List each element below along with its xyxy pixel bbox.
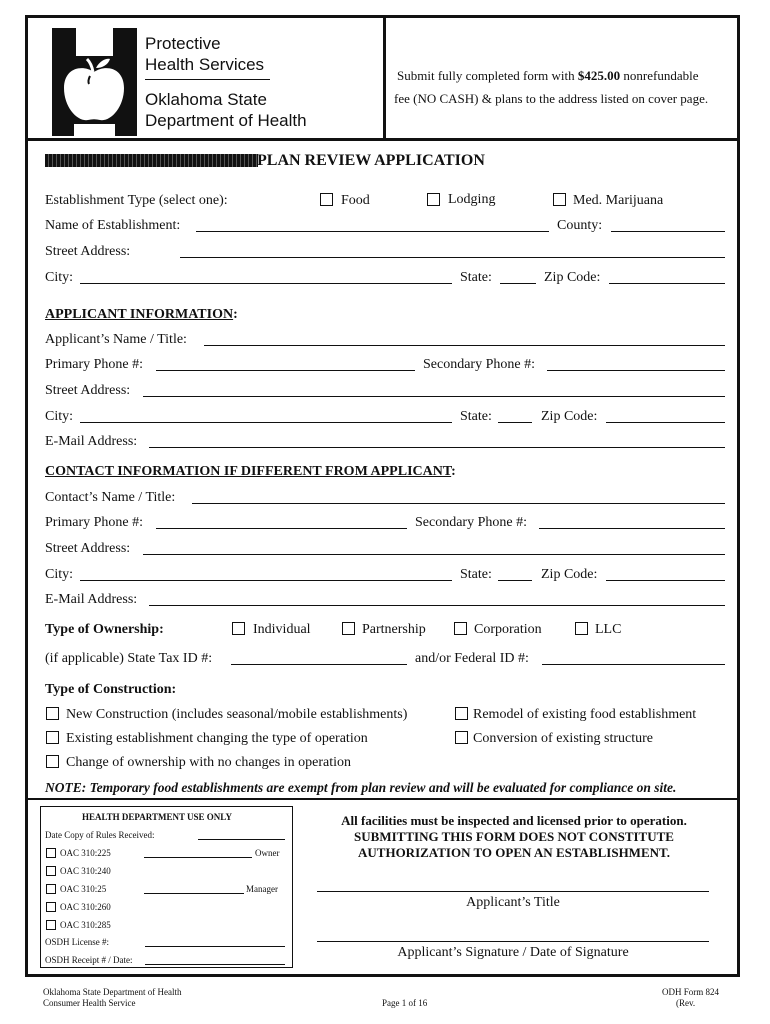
remodel-label: Remodel of existing food establishment — [473, 707, 697, 722]
applicant-city-label: City: — [45, 409, 74, 424]
contact-street-field[interactable] — [143, 554, 725, 555]
applicant-heading: APPLICANT INFORMATION: — [45, 307, 238, 322]
footer-org-2: Consumer Health Service — [43, 998, 136, 1008]
establishment-zip-field[interactable] — [609, 283, 725, 284]
county-field[interactable] — [611, 231, 725, 232]
establishment-name-label: Name of Establishment: — [45, 218, 181, 233]
oac-240-checkbox[interactable] — [46, 866, 56, 876]
contact-secondary-phone-label: Secondary Phone #: — [415, 515, 527, 530]
contact-email-label: E-Mail Address: — [45, 592, 138, 607]
footer-org-1: Oklahoma State Department of Health — [43, 987, 182, 997]
remodel-checkbox[interactable] — [455, 707, 468, 720]
oac-25-label: OAC 310:25 — [60, 884, 107, 894]
county-label: County: — [557, 218, 603, 233]
osdh-license-field[interactable] — [145, 946, 285, 947]
new-construction-label: New Construction (includes seasonal/mobile establishments) — [66, 707, 408, 722]
lodging-option-label: Lodging — [448, 192, 496, 207]
med-marijuana-option-label: Med. Marijuana — [573, 193, 664, 208]
submit-instruction: Submit fully completed form with $425.00 nonrefundable — [397, 68, 699, 83]
osdh-receipt-label: OSDH Receipt # / Date: — [45, 955, 133, 965]
applicant-title-label: Applicant’s Title — [466, 895, 560, 910]
partnership-option-label: Partnership — [362, 622, 426, 637]
applicant-title-field[interactable] — [317, 891, 709, 892]
new-construction-checkbox[interactable] — [46, 707, 59, 720]
contact-primary-phone-label: Primary Phone #: — [45, 515, 143, 530]
applicant-email-label: E-Mail Address: — [45, 434, 138, 449]
applicant-zip-label: Zip Code: — [541, 409, 598, 424]
contact-city-field[interactable] — [80, 580, 452, 581]
notice-line-1: All facilities must be inspected and licensed prior to operation. — [341, 813, 687, 828]
rules-received-field[interactable] — [198, 839, 285, 840]
contact-secondary-phone-field[interactable] — [539, 528, 725, 529]
logo-line-2: Health Services — [145, 55, 265, 74]
change-ownership-label: Change of ownership with no changes in operation — [66, 755, 351, 770]
contact-city-label: City: — [45, 567, 74, 582]
applicant-email-field[interactable] — [149, 447, 725, 448]
lodging-checkbox[interactable] — [427, 193, 440, 206]
note-rule — [25, 798, 740, 800]
header-divider — [383, 15, 386, 139]
owner-label: Owner — [255, 848, 280, 858]
establishment-name-field[interactable] — [196, 231, 549, 232]
footer-form-no: ODH Form 824 — [662, 987, 720, 997]
applicant-name-label: Applicant’s Name / Title: — [45, 332, 187, 347]
contact-state-field[interactable] — [498, 580, 532, 581]
change-ownership-checkbox[interactable] — [46, 755, 59, 768]
submit-instruction-line-2: fee (NO CASH) & plans to the address listed on cover page. — [394, 91, 709, 106]
logo-line-4: Department of Health — [145, 111, 307, 130]
oac-240-label: OAC 310:240 — [60, 866, 111, 876]
food-option-label: Food — [341, 193, 370, 208]
rules-received-label: Date Copy of Rules Received: — [45, 830, 155, 840]
corporation-option-label: Corporation — [474, 622, 542, 637]
establishment-state-field[interactable] — [500, 283, 536, 284]
establishment-city-label: City: — [45, 270, 74, 285]
change-type-checkbox[interactable] — [46, 731, 59, 744]
llc-checkbox[interactable] — [575, 622, 588, 635]
individual-option-label: Individual — [253, 622, 311, 637]
footer-rev: (Rev. — [676, 998, 696, 1008]
temporary-note: NOTE: Temporary food establishments are exempt from plan review and will be evaluated for compliance on site. — [45, 780, 677, 795]
med-marijuana-checkbox[interactable] — [553, 193, 566, 206]
applicant-primary-phone-label: Primary Phone #: — [45, 357, 143, 372]
manager-field[interactable] — [144, 893, 244, 894]
contact-email-field[interactable] — [149, 605, 725, 606]
ownership-label: Type of Ownership: — [45, 622, 164, 637]
individual-checkbox[interactable] — [232, 622, 245, 635]
applicant-secondary-phone-label: Secondary Phone #: — [423, 357, 535, 372]
applicant-zip-field[interactable] — [606, 422, 725, 423]
contact-name-label: Contact’s Name / Title: — [45, 490, 176, 505]
oac-285-checkbox[interactable] — [46, 920, 56, 930]
oac-260-label: OAC 310:260 — [60, 902, 111, 912]
manager-label: Manager — [246, 884, 278, 894]
owner-field[interactable] — [144, 857, 252, 858]
state-tax-id-field[interactable] — [231, 664, 407, 665]
notice-line-3: AUTHORIZATION TO OPEN AN ESTABLISHMENT. — [358, 845, 670, 860]
contact-primary-phone-field[interactable] — [156, 528, 407, 529]
food-checkbox[interactable] — [320, 193, 333, 206]
form-title: PLAN REVIEW APPLICATION — [257, 152, 485, 169]
contact-zip-field[interactable] — [606, 580, 725, 581]
state-tax-id-label: (if applicable) State Tax ID #: — [45, 651, 213, 666]
change-type-label: Existing establishment changing the type of operation — [66, 731, 368, 746]
applicant-city-field[interactable] — [80, 422, 452, 423]
applicant-name-field[interactable] — [204, 345, 725, 346]
establishment-state-label: State: — [460, 270, 492, 285]
footer-page: Page 1 of 16 — [382, 998, 428, 1008]
federal-id-field[interactable] — [542, 664, 725, 665]
header-bottom-rule — [25, 138, 740, 141]
partnership-checkbox[interactable] — [342, 622, 355, 635]
establishment-street-label: Street Address: — [45, 244, 131, 259]
oac-25-checkbox[interactable] — [46, 884, 56, 894]
contact-zip-label: Zip Code: — [541, 567, 598, 582]
redacted-block — [45, 154, 258, 167]
logo-line-1: Protective — [145, 34, 221, 53]
oac-260-checkbox[interactable] — [46, 902, 56, 912]
conversion-checkbox[interactable] — [455, 731, 468, 744]
osdh-license-label: OSDH License #: — [45, 937, 109, 947]
oac-225-checkbox[interactable] — [46, 848, 56, 858]
establishment-city-field[interactable] — [80, 283, 452, 284]
applicant-street-field[interactable] — [143, 396, 725, 397]
contact-street-label: Street Address: — [45, 541, 131, 556]
establishment-street-field[interactable] — [180, 257, 725, 258]
contact-heading: CONTACT INFORMATION IF DIFFERENT FROM APPLICANT: — [45, 464, 456, 479]
health-dept-heading: HEALTH DEPARTMENT USE ONLY — [82, 812, 232, 822]
oac-285-label: OAC 310:285 — [60, 920, 111, 930]
applicant-signature-field[interactable] — [317, 941, 709, 942]
applicant-secondary-phone-field[interactable] — [547, 370, 725, 371]
establishment-zip-label: Zip Code: — [544, 270, 601, 285]
applicant-signature-label: Applicant’s Signature / Date of Signature — [397, 945, 629, 960]
federal-id-label: and/or Federal ID #: — [415, 651, 529, 666]
logo-rule — [145, 79, 270, 80]
applicant-state-label: State: — [460, 409, 492, 424]
osdh-logo-icon — [52, 28, 137, 136]
corporation-checkbox[interactable] — [454, 622, 467, 635]
osdh-receipt-field[interactable] — [145, 964, 285, 965]
logo-line-3: Oklahoma State — [145, 90, 267, 109]
oac-225-label: OAC 310:225 — [60, 848, 111, 858]
applicant-primary-phone-field[interactable] — [156, 370, 415, 371]
conversion-label: Conversion of existing structure — [473, 731, 654, 746]
establishment-type-label: Establishment Type (select one): — [45, 193, 228, 208]
applicant-street-label: Street Address: — [45, 383, 131, 398]
contact-name-field[interactable] — [192, 503, 725, 504]
applicant-state-field[interactable] — [498, 422, 532, 423]
construction-label: Type of Construction: — [45, 682, 177, 697]
llc-option-label: LLC — [595, 622, 622, 637]
notice-line-2: SUBMITTING THIS FORM DOES NOT CONSTITUTE — [354, 829, 674, 844]
contact-state-label: State: — [460, 567, 492, 582]
